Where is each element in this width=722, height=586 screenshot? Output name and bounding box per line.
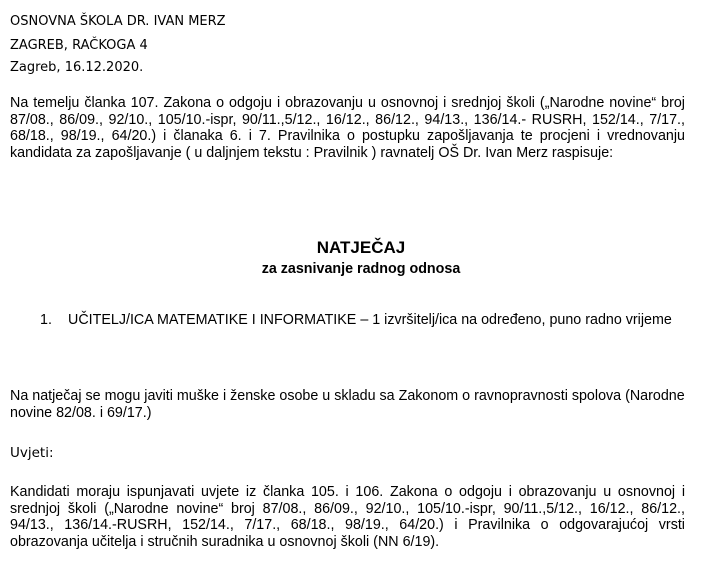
document-title: NATJEČAJ — [316, 238, 406, 257]
position-list-item — [40, 310, 675, 330]
conditions-heading: Uvjeti: — [10, 445, 54, 461]
position-number: 1. — [40, 312, 52, 328]
school-address: ZAGREB, RAČKOGA 4 — [10, 38, 148, 53]
document-subtitle: za zasnivanje radnog odnosa — [261, 261, 461, 277]
intro-paragraph: Na temelju članka 107. Zakona o odgoju i obrazovanju u osnovnoj i srednjoj školi („Narodne novine“ broj 87/08., 86/09., 92/10., 105/10.-ispr, 90/11.,5/12., 16/12., 86/12., 94/13., 136/14.- RUSRH, 152/14., 7/17., 68/18., 98/19., 64/20.) i članaka 6. i 7. Pravilnika o postupku zapošljavanja te procjeni i vrednovanju kandidata za zapošljavanje ( u daljnjem tekstu : Pravilnik ) ravnatelj OŠ Dr. Ivan Merz raspisuje: — [10, 95, 685, 161]
document-date: Zagreb, 16.12.2020. — [10, 60, 144, 75]
position-description: UČITELJ/ICA MATEMATIKE I INFORMATIKE – 1 izvršitelj/ica na određeno, puno radno vrijeme — [68, 312, 672, 328]
school-name: OSNOVNA ŠKOLA DR. IVAN MERZ — [10, 14, 226, 29]
conditions-paragraph: Kandidati moraju ispunjavati uvjete iz članka 105. i 106. Zakona o odgoju i obrazovanju u osnovnoj i srednjoj školi („Narodne novine“ broj 87/08., 86/09., 92/10., 105/10.-ispr, 90/11.,5/12., 16/12., 86/12., 94/13., 136/14.-RUSRH, 152/14., 7/17., 68/18., 98/19., 64/20.) i Pravilnika o odgovarajućoj vrsti obrazovanja učitelja i stručnih suradnika u osnovnoj školi (NN 6/19). — [10, 484, 685, 550]
equality-note: Na natječaj se mogu javiti muške i ženske osobe u skladu sa Zakonom o ravnopravnosti spolova (Narodne novine 82/08. i 69/17.) — [10, 388, 685, 421]
